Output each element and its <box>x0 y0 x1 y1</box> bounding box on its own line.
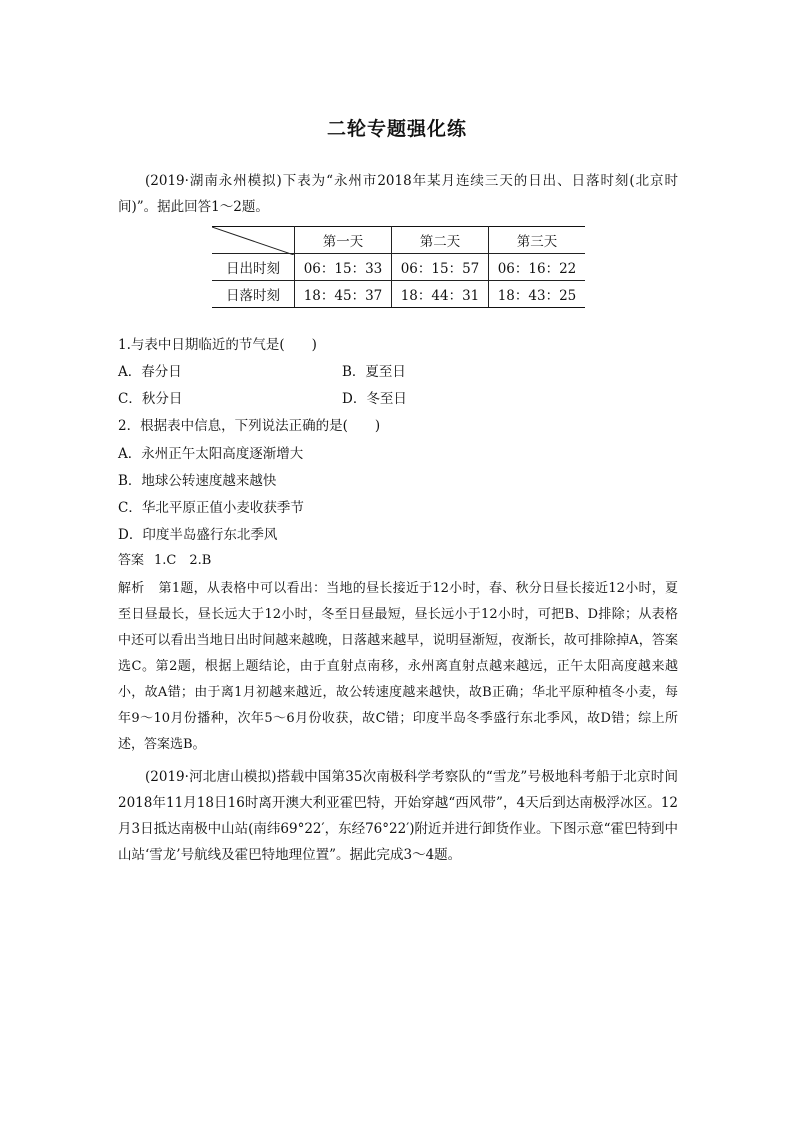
table-row <box>212 281 585 308</box>
question-2-stem: 2．根据表中信息，下列说法正确的是( ) <box>118 418 381 434</box>
question-2-option-b: B．地球公转速度越来越快 <box>118 473 277 489</box>
table-cell: 06：15：33 <box>295 254 392 281</box>
question-1-option-b: B．夏至日 <box>342 364 406 380</box>
analysis-paragraph <box>118 576 678 758</box>
question-1-option-a: A．春分日 <box>118 364 182 380</box>
table-header-row <box>212 227 585 254</box>
column-header-day2: 第二天 <box>392 227 489 254</box>
passage-2-paragraph: (2019·河北唐山模拟)搭载中国第35次南极科学考察队的“雪龙”号极地科考船于北京时间2018年11月18日16时离开澳大利亚霍巴特，开始穿越“西风带”，4天后到达南极浮冰区。12月3日抵达南极中山站(南纬69°22′，东经76°22′)附近并进行卸货作业。下图示意“霍巴特到中山站‘雪龙’号航线及霍巴特地理位置”。据此完成3～4题。 <box>118 769 678 863</box>
table-row <box>212 254 585 281</box>
question-1-stem: 1.与表中日期临近的节气是( ) <box>118 337 317 353</box>
column-header-day3: 第三天 <box>489 227 586 254</box>
table-cell: 18：43：25 <box>489 281 586 308</box>
table-cell: 06：16：22 <box>489 254 586 281</box>
answer-label: 答案 <box>118 553 145 568</box>
table-cell: 06：15：57 <box>392 254 489 281</box>
answer-line <box>118 551 211 571</box>
question-2-option-d: D．印度半岛盛行东北季风 <box>118 527 278 543</box>
page-title: 二轮专题强化练 <box>326 118 467 140</box>
diagonal-line <box>212 227 294 255</box>
question-2-option-c: C．华北平原正值小麦收获季节 <box>118 500 304 516</box>
column-header-day1: 第一天 <box>295 227 392 254</box>
row-label-sunrise: 日出时刻 <box>212 254 295 281</box>
row-label-sunset: 日落时刻 <box>212 281 295 308</box>
question-2-option-a: A．永州正午太阳高度逐渐增大 <box>118 446 304 462</box>
answer-text: 1.C 2.B <box>154 553 212 568</box>
question-1-option-c: C．秋分日 <box>118 391 183 407</box>
intro-paragraph: (2019·湖南永州模拟)下表为“永州市2018年某月连续三天的日出、日落时刻(北京时间)”。据此回答1～2题。 <box>118 173 678 215</box>
diagonal-header-cell <box>212 227 295 254</box>
analysis-text: 第1题，从表格中可以看出：当地的昼长接近于12小时，春、秋分日昼长接近12小时，夏至日昼最长，昼长远大于12小时，冬至日昼最短，昼长远小于12小时，可把B、D排除；从表格中还可以看出当地日出时间越来越晚，日落越来越早，说明昼渐短，夜渐长，故可排除掉A，答案选C。第2题，根据上题结论，由于直射点南移，永州离直射点越来越远，正午太阳高度越来越小，故A错；由于离1月初越来越近，故公转速度越来越快，故B正确；华北平原种植冬小麦，每年9～10月份播种，次年5～6月份收获，故C错；印度半岛冬季盛行东北季风，故D错；综上所述，答案选B。 <box>118 581 678 752</box>
table-cell: 18：44：31 <box>392 281 489 308</box>
analysis-label: 解析 <box>118 581 145 596</box>
table-cell: 18：45：37 <box>295 281 392 308</box>
question-1-option-d: D．冬至日 <box>342 391 407 407</box>
sunrise-sunset-table <box>212 226 585 308</box>
